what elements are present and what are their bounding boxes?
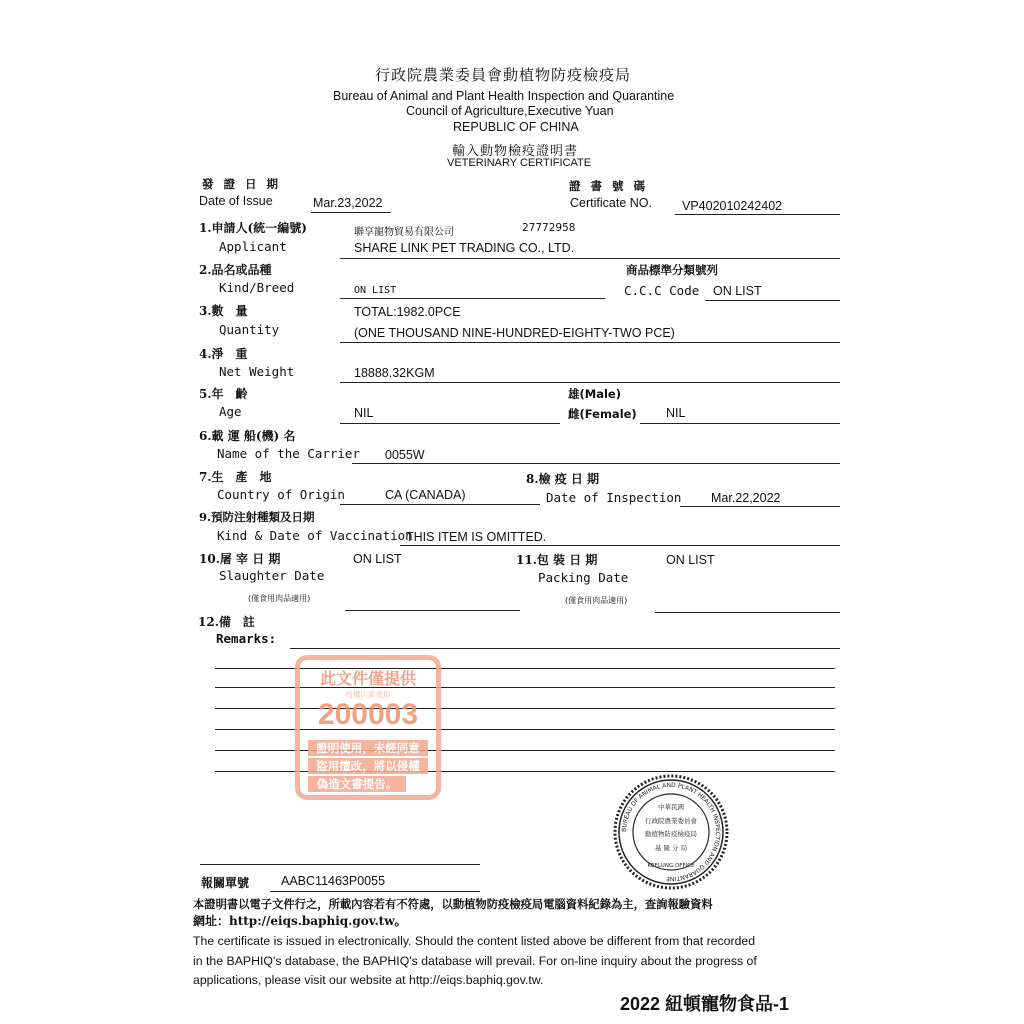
age-value: NIL — [354, 406, 374, 420]
watermark-line3: 證明使用，未經同意 — [308, 740, 428, 756]
slaughter-value: ON LIST — [353, 552, 402, 566]
quantity-value: TOTAL:1982.0PCE — [354, 305, 461, 319]
cert-no-label-cn: 證 書 號 碼 — [569, 179, 649, 193]
certificate-title-cn: 輸入動物檢疫證明書 — [452, 144, 579, 159]
quantity-label: Quantity — [219, 322, 280, 337]
inspection-label-cn: 8.檢 疫 日 期 — [526, 472, 600, 486]
applicant-name-cn: 聯享寵物貿易有限公司 — [354, 227, 454, 238]
sex-underline — [640, 423, 840, 424]
customs-label: 報關單號 — [201, 876, 250, 890]
remarks-line — [290, 648, 840, 649]
footer-note-en-2: in the BAPHIQ's database, the BAPHIQ's database will prevail. For on-line inquiry about the progress of — [193, 954, 757, 968]
vaccination-label: Kind & Date of Vaccination — [217, 528, 413, 543]
origin-underline — [340, 504, 540, 505]
footer-note-en-3: applications, please visit our website at http://eiqs.baphiq.gov.tw. — [193, 973, 544, 987]
issue-date-underline — [311, 212, 391, 213]
quantity-value-words: (ONE THOUSAND NINE-HUNDRED-EIGHTY-TWO PCE) — [354, 326, 675, 340]
male-label: 雄(Male) — [568, 387, 621, 401]
remarks-label-cn: 12.備 註 — [198, 615, 255, 629]
agency-title-en: Bureau of Animal and Plant Health Inspection and Quarantine — [333, 89, 675, 103]
agency-title-cn: 行政院農業委員會動植物防疫檢疫局 — [375, 66, 632, 84]
age-label-cn: 5.年 齡 — [199, 387, 248, 401]
net-weight-label: Net Weight — [219, 364, 295, 379]
cert-no-underline — [675, 214, 840, 215]
net-weight-label-cn: 4.淨 重 — [199, 347, 248, 361]
customs-top-line — [200, 864, 480, 865]
official-seal-icon — [612, 773, 730, 891]
inspection-value: Mar.22,2022 — [711, 491, 781, 505]
origin-value: CA (CANADA) — [385, 488, 466, 502]
applicant-value: SHARE LINK PET TRADING CO., LTD. — [354, 241, 575, 255]
slaughter-label: Slaughter Date — [219, 568, 325, 583]
watermark-line2: 授權店家使用 — [345, 690, 391, 699]
slaughter-label-cn: 10.屠 宰 日 期 — [199, 552, 281, 566]
certificate-title-en: VETERINARY CERTIFICATE — [447, 157, 592, 169]
council-title: Council of Agriculture,Executive Yuan — [406, 104, 614, 118]
seal-ring-text: BUREAU OF ANIMAL AND PLANT HEALTH INSPECTION AND QUARANTINE — [620, 781, 722, 883]
footer-note-cn-1: 本證明書以電子文件行之，所載內容若有不符處，以動植物防疫檢疫局電腦資料紀錄為主，查詢報驗資料 — [193, 897, 713, 911]
vaccination-label-cn: 9.預防注射種類及日期 — [199, 510, 315, 524]
country-title: REPUBLIC OF CHINA — [453, 120, 579, 134]
customs-underline — [270, 891, 480, 892]
slaughter-note: (僅食用肉品適用) — [248, 594, 311, 603]
kind-label-cn: 2.品名或品種 — [199, 263, 272, 277]
age-underline — [340, 423, 560, 424]
watermark-code: 200003 — [317, 698, 419, 731]
applicant-underline — [340, 258, 840, 259]
seal-line3: 動植物防疫檢疫局 — [645, 830, 697, 838]
watermark-line4: 盜用擅改，將以侵權 — [308, 758, 428, 774]
carrier-underline — [352, 463, 840, 464]
packing-note: (僅食用肉品適用) — [565, 596, 628, 605]
net-weight-underline — [340, 382, 840, 383]
female-label: 雌(Female) — [568, 407, 637, 421]
inspection-underline — [680, 506, 840, 507]
watermark-line5: 偽造文書提告。 — [308, 776, 406, 792]
remarks-label: Remarks: — [216, 631, 277, 646]
packing-label-cn: 11.包 裝 日 期 — [516, 553, 598, 567]
quantity-underline — [340, 342, 840, 343]
issue-date-label: Date of Issue — [199, 194, 273, 208]
kind-label: Kind/Breed — [219, 280, 295, 295]
applicant-label-cn: 1.申請人(統一編號) — [199, 221, 307, 235]
applicant-label: Applicant — [219, 239, 287, 254]
issue-date-label-cn: 發 證 日 期 — [202, 177, 282, 191]
packing-underline — [655, 612, 840, 613]
watermark-line1: 此文件僅提供 — [319, 669, 416, 688]
age-label: Age — [219, 404, 242, 419]
cert-no-value: VP402010242402 — [682, 199, 783, 213]
page-caption: 2022 紐頓寵物食品-1 — [620, 994, 790, 1014]
seal-line2: 行政院農業委員會 — [645, 817, 697, 825]
kind-value: ON LIST — [354, 285, 397, 296]
customs-value: AABC11463P0055 — [281, 874, 386, 888]
issue-date-value: Mar.23,2022 — [313, 196, 383, 210]
slaughter-underline — [345, 610, 520, 611]
seal-line1: 中華民國 — [658, 803, 684, 811]
packing-label: Packing Date — [538, 570, 629, 585]
seal-line4: 基 隆 分 局 — [654, 844, 688, 852]
origin-label-cn: 7.生 產 地 — [199, 470, 272, 484]
vaccination-underline — [400, 545, 840, 546]
ccc-value: ON LIST — [713, 284, 762, 298]
seal-bottom-text: KEELUNG OFFICE — [647, 863, 695, 869]
kind-underline — [340, 298, 605, 299]
quantity-label-cn: 3.數 量 — [199, 304, 248, 318]
net-weight-value: 18888.32KGM — [354, 366, 435, 380]
vaccination-value: THIS ITEM IS OMITTED. — [406, 530, 547, 544]
sex-value: NIL — [666, 406, 686, 420]
ccc-label-cn: 商品標準分類號列 — [626, 263, 718, 277]
inspection-label: Date of Inspection — [546, 490, 682, 505]
cert-no-label: Certificate NO. — [570, 196, 652, 210]
packing-value: ON LIST — [666, 553, 715, 567]
ccc-underline — [705, 300, 840, 301]
applicant-id-no: 27772958 — [522, 222, 576, 234]
watermark-stamp — [295, 655, 441, 800]
footer-note-cn-2: 網址：http://eiqs.baphiq.gov.tw。 — [193, 914, 407, 928]
carrier-label-cn: 6.載 運 船(機) 名 — [199, 429, 296, 443]
footer-note-en-1: The certificate is issued in electronically. Should the content listed above be different from that recorded — [193, 934, 756, 948]
carrier-label: Name of the Carrier — [217, 446, 360, 461]
carrier-value: 0055W — [385, 448, 425, 462]
ccc-label: C.C.C Code — [624, 283, 700, 298]
origin-label: Country of Origin — [217, 487, 345, 502]
